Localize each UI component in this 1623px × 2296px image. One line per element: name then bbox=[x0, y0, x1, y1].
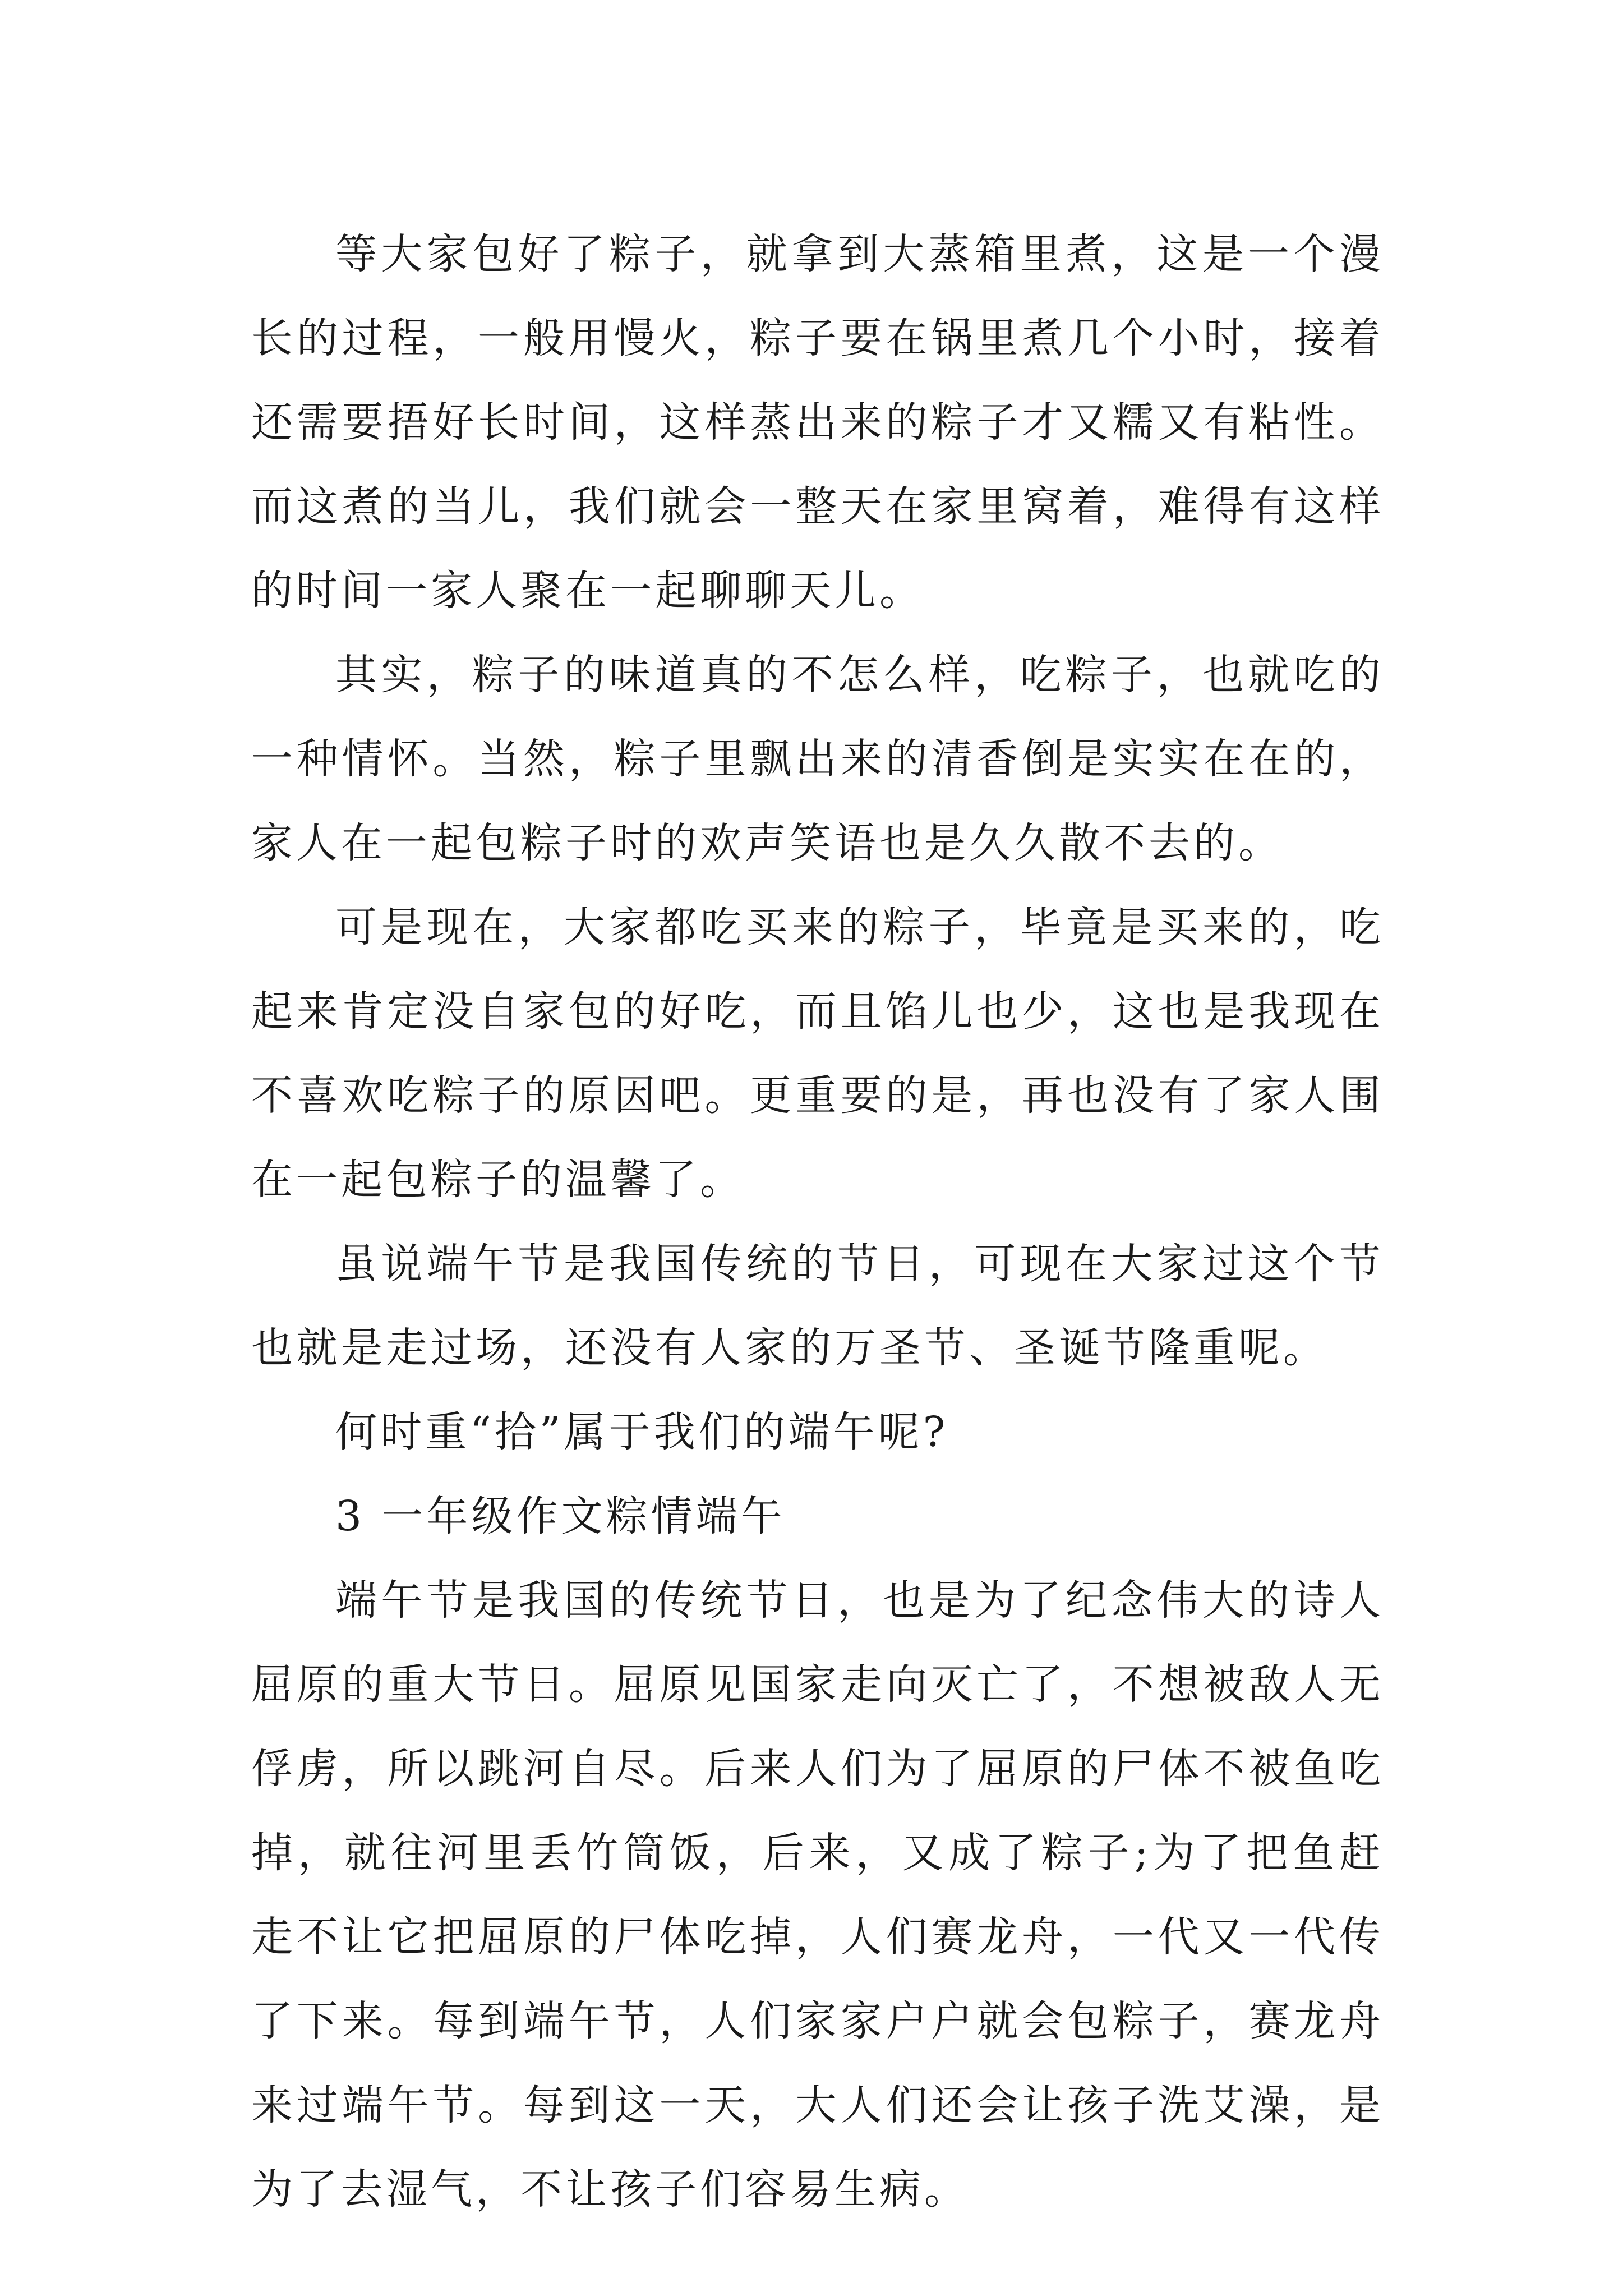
paragraph-steaming-zongzi: 等大家包好了粽子，就拿到大蒸箱里煮，这是一个漫长的过程，一般用慢火，粽子要在锅里煮几个小时，接着还需要捂好长时间，这样蒸出来的粽子才又糯又有粘性。而这煮的当儿，我们就会一整天在家里窝着，难得有这样的时间一家人聚在一起聊聊天儿。 bbox=[251, 230, 1384, 615]
paragraph-taste-of-zongzi: 其实，粽子的味道真的不怎么样，吃粽子，也就吃的一种情怀。当然，粽子里飘出来的清香倒是实实在在的，家人在一起包粽子时的欢声笑语也是久久散不去的。 bbox=[251, 651, 1384, 867]
essay-heading: 3 一年级作文粽情端午 bbox=[335, 1492, 786, 1540]
paragraph-qu-yuan: 端午节是我国的传统节日，也是为了纪念伟大的诗人屈原的重大节日。屈原见国家走向灭亡了，不想被敌人无俘虏，所以跳河自尽。后来人们为了屈原的尸体不被鱼吃掉，就往河里丢竹筒饭，后来，又成了粽子;为了把鱼赶走不让它把屈原的尸体吃掉，人们赛龙舟，一代又一代传了下来。每到端午节，人们家家户户就会包粽子，赛龙舟来过端午节。每到这一天，大人们还会让孩子洗艾澡，是为了去湿气，不让孩子们容易生病。 bbox=[251, 1576, 1384, 2214]
paragraph-question: 何时重“拾”属于我们的端午呢? bbox=[335, 1408, 949, 1456]
paragraph-festival-today: 虽说端午节是我国传统的节日，可现在大家过这个节也就是走过场，还没有人家的万圣节、圣诞节隆重呢。 bbox=[251, 1240, 1384, 1372]
paragraph-bought-zongzi: 可是现在，大家都吃买来的粽子，毕竟是买来的，吃起来肯定没自家包的好吃，而且馅儿也少，这也是我现在不喜欢吃粽子的原因吧。更重要的是，再也没有了家人围在一起包粽子的温馨了。 bbox=[251, 903, 1384, 1204]
document-body bbox=[251, 212, 1384, 2231]
